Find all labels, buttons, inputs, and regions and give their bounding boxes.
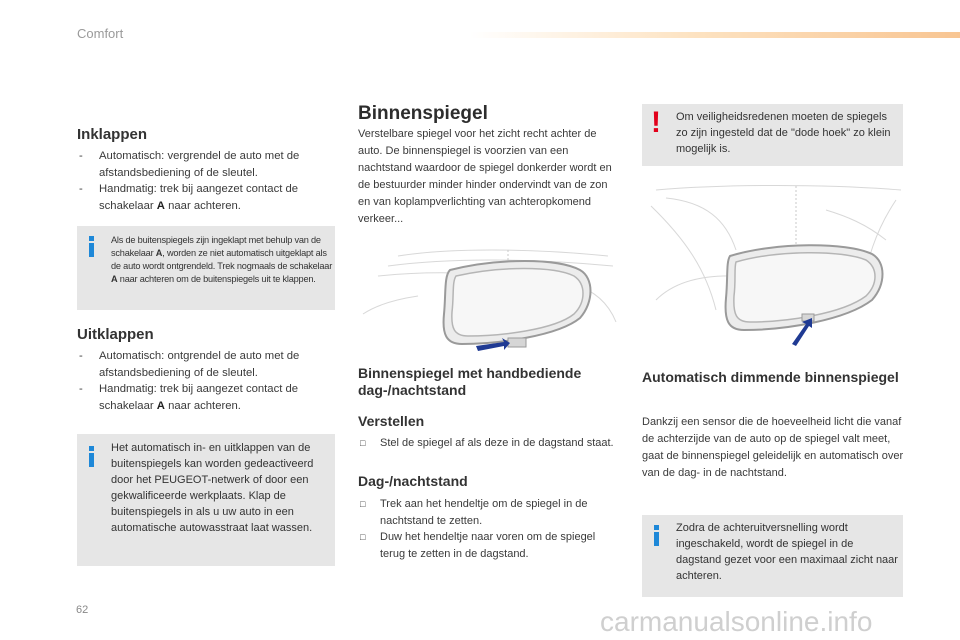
warning-exclamation-icon: ! (651, 106, 661, 139)
page-number: 62 (76, 604, 89, 616)
intro-text: Verstelbare spiegel voor het zicht recht achter de auto. De binnenspiegel is voorzien van een nachtstand waardoor de spiegel donkerder wordt en de bestuurder minder hinder ondervindt van de zon en van koplampverlichting van achteropkomend verkeer... (358, 128, 612, 225)
list-verstellen (358, 435, 620, 452)
list-uitklappen (77, 348, 332, 414)
heading-uitklappen: Uitklappen (77, 326, 154, 343)
auto-dimming-text: Dankzij een sensor die de hoeveelheid licht die vanaf de achterzijde van de auto op de spiegel valt meet, gaat de binnenspiegel geleidelijk en automatisch over van de dag- in de nachtstand. (642, 416, 904, 479)
list-item: - Automatisch: vergrendel de auto met de afstandsbediening of de sleutel. (79, 150, 300, 179)
warning-text: Om veiligheidsredenen moeten de spiegels zo zijn ingesteld dat de "dode hoek" zo klein mogelijk is. (676, 111, 891, 155)
manual-mirror-illustration (358, 244, 620, 356)
list-item: - Automatisch: ontgrendel de auto met de afstandsbediening of de sleutel. (79, 350, 300, 379)
list-item: - Handmatig: trek bij aangezet contact de schakelaar A naar achteren. (79, 383, 299, 412)
heading-manual-mirror: Binnenspiegel met handbediende dag-/nachtstand (358, 365, 582, 398)
list-item: □ Trek aan het hendeltje om de spiegel in de nachtstand te zetten. (360, 498, 588, 527)
info-icon (89, 236, 94, 257)
list-item: □ Stel de spiegel af als deze in de dagstand staat. (360, 437, 614, 449)
note-text: Als de buitenspiegels zijn ingeklapt met behulp van de schakelaar A, worden ze niet automatisch uitgeklapt als de auto wordt ontgrendeld. Trek nogmaals de schakelaar A naar achteren om de buitenspiegels uit te klappen. (111, 235, 333, 284)
warning-note (642, 104, 903, 166)
note-text: Het automatisch in- en uitklappen van de buitenspiegels kan worden gedeactiveerd door het PEUGEOT-netwerk of door een gekwalificeerde werkplaats. Klap de buitenspiegels in als u uw auto in een automatische autowasstraat laat wassen. (111, 442, 314, 534)
note-text: Zodra de achteruitversnelling wordt ingeschakeld, wordt de spiegel in de dagstand gezet voor een maximaal zicht naar achteren. (676, 522, 898, 582)
list-item: - Handmatig: trek bij aangezet contact de schakelaar A naar achteren. (79, 183, 299, 212)
info-icon (654, 525, 659, 546)
info-note-carwash (77, 434, 335, 566)
info-note-fold (77, 226, 335, 310)
heading-binnenspiegel: Binnenspiegel (358, 103, 488, 124)
list-dag-nachtstand (358, 496, 620, 562)
heading-verstellen: Verstellen (358, 413, 425, 429)
auto-dimming-mirror-illustration (646, 180, 908, 350)
header-gradient-bar (470, 32, 960, 38)
section-title: Comfort (77, 26, 124, 41)
info-icon (89, 446, 94, 467)
list-inklappen (77, 148, 332, 214)
heading-inklappen: Inklappen (77, 126, 148, 143)
heading-dag-nachtstand: Dag-/nachtstand (358, 473, 468, 489)
watermark: carmanualsonline.info (600, 606, 873, 637)
list-item: □ Duw het hendeltje naar voren om de spiegel terug te zetten in de dagstand. (360, 531, 596, 560)
heading-auto-dimming: Automatisch dimmende binnenspiegel (642, 369, 899, 385)
info-note-reverse (642, 515, 903, 597)
